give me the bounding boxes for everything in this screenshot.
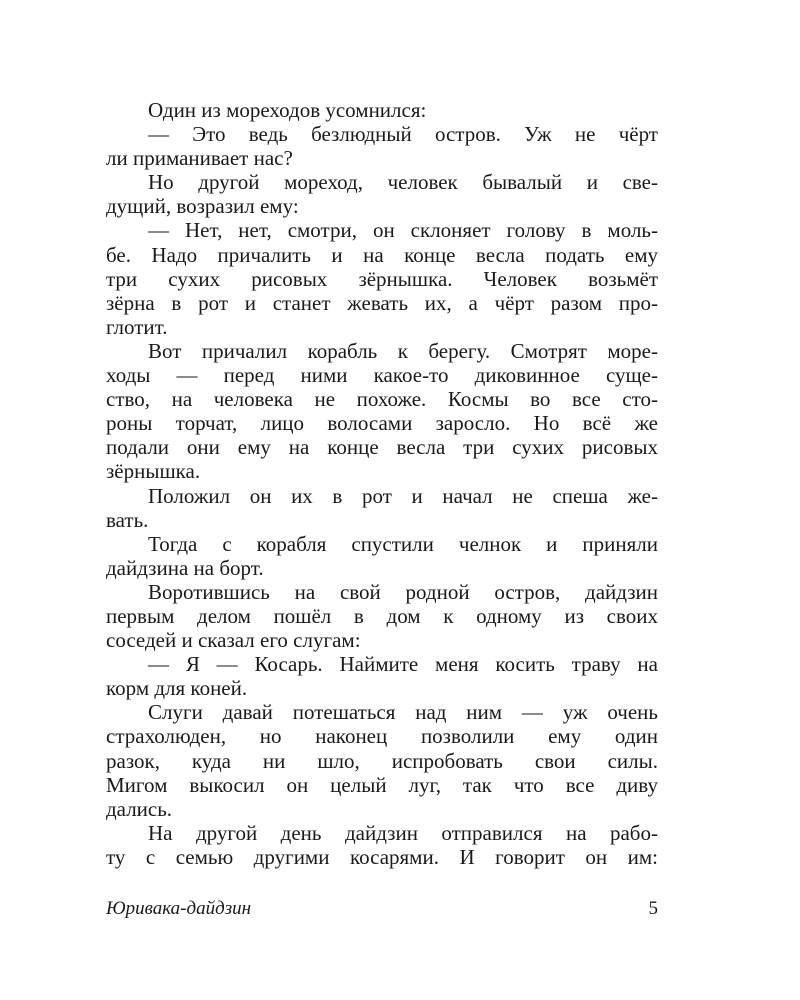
text-line: соседей и сказал его слугам: <box>106 628 361 653</box>
text-line: ли приманивает нас? <box>106 146 293 171</box>
text-line: глотит. <box>106 314 168 339</box>
text-line: первым делом пошёл в дом к одному из своих <box>106 603 658 628</box>
text-line: дались. <box>106 796 173 821</box>
text-line: — Я — Косарь. Наймите меня косить траву на <box>148 652 658 677</box>
text-line: На другой день дайдзин отправился на рабо- <box>148 820 658 845</box>
text-line: вать. <box>106 507 149 532</box>
text-line: страхолюден, но наконец позволили ему один <box>106 724 658 749</box>
text-line: Вот причалил корабль к берегу. Смотрят море- <box>148 338 658 363</box>
text-line: дущий, возразил ему: <box>106 194 299 219</box>
text-line: Тогда с корабля спустили челнок и приняли <box>148 531 658 556</box>
text-line: дайдзина на борт. <box>106 555 264 580</box>
text-line: корм для коней. <box>106 676 248 701</box>
text-line: ство, на человека не похоже. Космы во все сто- <box>106 387 658 412</box>
text-line: Слуги давай потешаться над ним — уж очень <box>148 700 658 725</box>
text-line: зёрна в рот и станет жевать их, а чёрт разом про- <box>106 290 658 315</box>
page-number: 5 <box>648 898 658 919</box>
text-line: роны торчат, лицо волосами заросло. Но всё же <box>106 411 658 436</box>
text-line: ту с семью другими косарями. И говорит он им: <box>106 844 658 869</box>
body-text <box>106 98 658 869</box>
text-line: — Это ведь безлюдный остров. Уж не чёрт <box>148 122 658 147</box>
text-line: Мигом выкосил он целый луг, так что все диву <box>106 772 658 797</box>
text-line: Один из мореходов усомнился: <box>148 98 427 122</box>
text-line: Но другой мореход, человек бывалый и све- <box>148 170 658 195</box>
text-line: бе. Надо причалить и на конце весла подать ему <box>106 242 658 267</box>
text-line: разок, куда ни шло, испробовать свои силы. <box>106 748 658 773</box>
text-line: Воротившись на свой родной остров, дайдзин <box>148 579 658 604</box>
text-line: ходы — перед ними какое-то диковинное суще- <box>106 363 658 388</box>
text-line: подали они ему на конце весла три сухих рисовых <box>106 435 658 460</box>
text-line: — Нет, нет, смотри, он склоняет голову в моль- <box>148 218 658 243</box>
text-line: зёрнышка. <box>106 459 201 484</box>
page-footer <box>106 896 658 922</box>
text-line: три сухих рисовых зёрнышка. Человек возьмёт <box>106 266 658 291</box>
running-title: Юривака-дайдзин <box>106 898 252 919</box>
text-line: Положил он их в рот и начал не спеша же- <box>148 483 658 508</box>
